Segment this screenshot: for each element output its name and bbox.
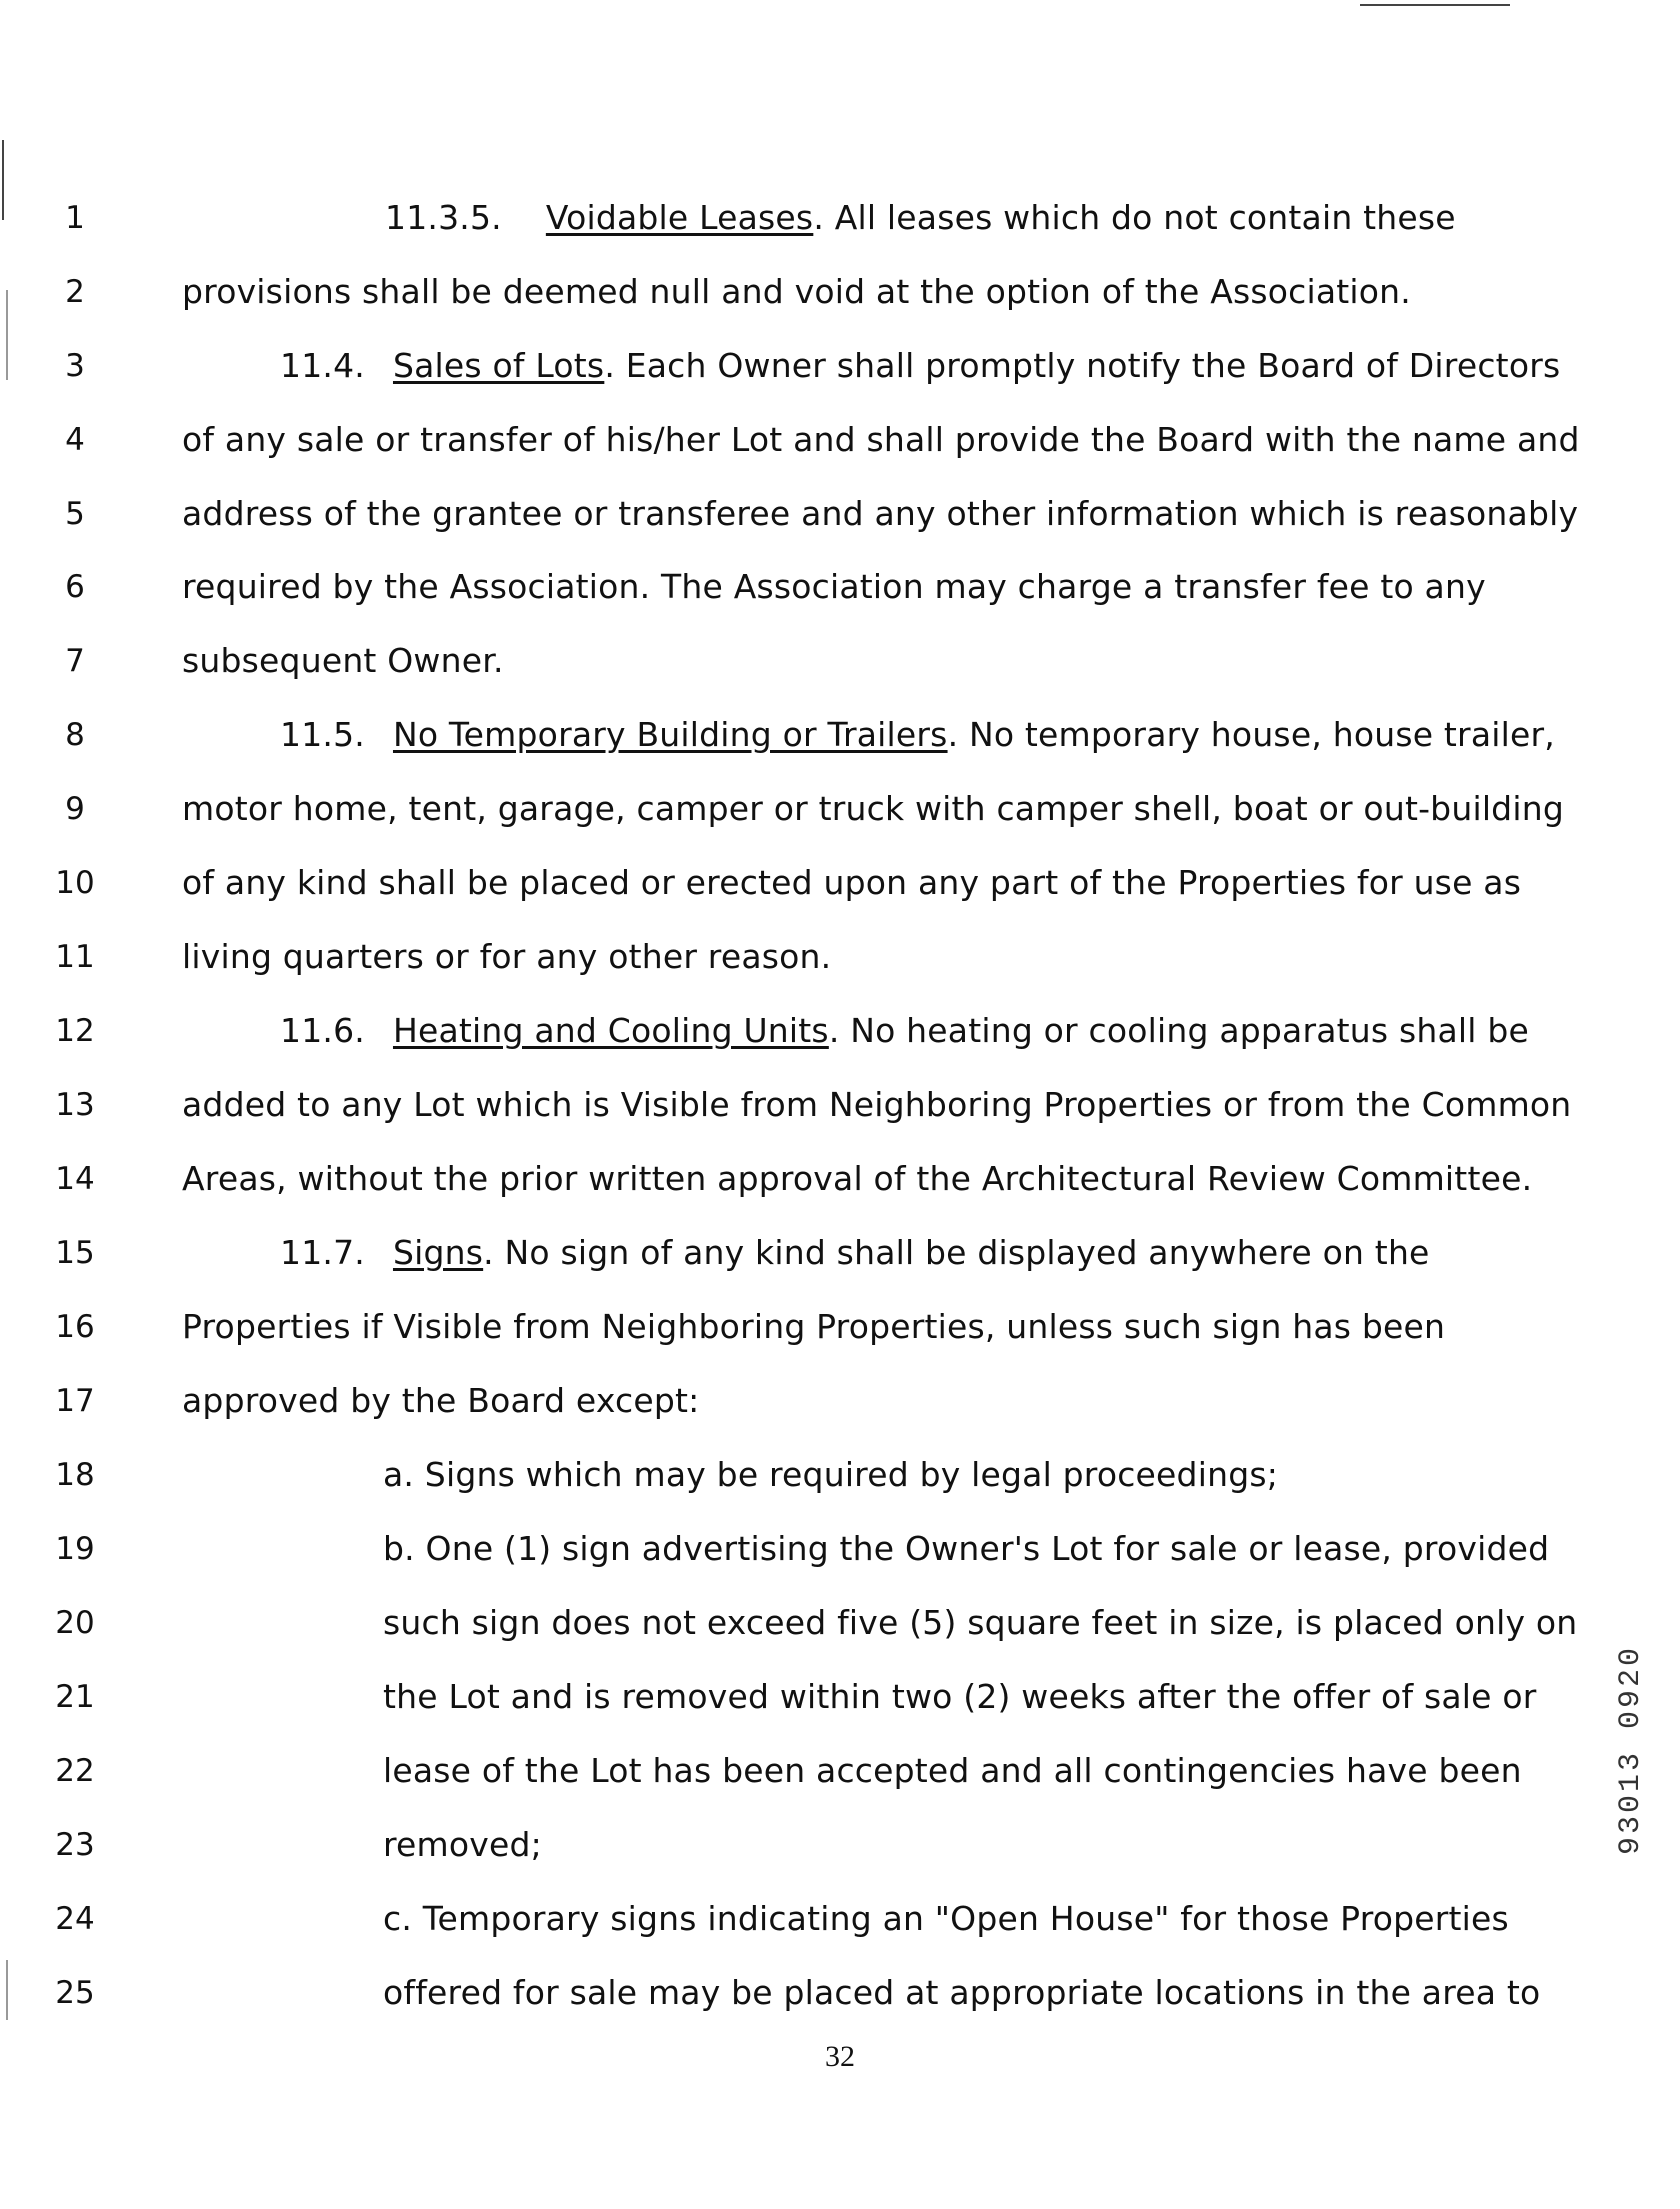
- line-text: required by the Association. The Association may charge a transfer fee to any: [182, 567, 1486, 606]
- line-text: [280, 715, 1555, 755]
- recording-stamp: [1614, 1580, 1658, 1920]
- line-text: of any sale or transfer of his/her Lot and shall provide the Board with the name and: [182, 420, 1580, 459]
- line-number: 3: [65, 348, 85, 384]
- line-number: 10: [55, 865, 95, 901]
- line-text: [280, 346, 1560, 386]
- line-number: 23: [55, 1827, 95, 1863]
- line-text: Properties if Visible from Neighboring Properties, unless such sign has been: [182, 1307, 1446, 1346]
- section-number: 11.3.5.: [385, 198, 502, 237]
- section-heading: No Temporary Building or Trailers: [392, 715, 948, 754]
- line-number: 24: [55, 1901, 95, 1937]
- line-text: the Lot and is removed within two (2) weeks after the offer of sale or: [383, 1677, 1537, 1716]
- line-number: 25: [55, 1975, 95, 2011]
- page-number: 32: [825, 2040, 855, 2073]
- line-text: address of the grantee or transferee and any other information which is reasonably: [182, 494, 1579, 533]
- line-number: 11: [55, 939, 95, 975]
- line-number: 4: [65, 422, 85, 458]
- line-body: . No heating or cooling apparatus shall be: [828, 1011, 1530, 1050]
- recording-stamp-text: 93013 0920: [1614, 1644, 1648, 1856]
- scan-artifact-left-edge: [2, 140, 4, 220]
- line-text: living quarters or for any other reason.: [182, 937, 832, 976]
- scan-artifact-left-tick: [6, 290, 8, 380]
- section-number: 11.6.: [280, 1011, 365, 1050]
- section-number: 11.7.: [280, 1233, 365, 1272]
- line-number: 5: [65, 496, 85, 532]
- line-body: . All leases which do not contain these: [813, 198, 1456, 237]
- line-number: 16: [55, 1309, 95, 1345]
- line-number: 19: [55, 1531, 95, 1567]
- line-number: 8: [65, 717, 85, 753]
- line-body: . No sign of any kind shall be displayed anywhere on the: [483, 1233, 1430, 1272]
- line-text: [385, 198, 1495, 238]
- line-number: 15: [55, 1235, 95, 1271]
- line-text: a. Signs which may be required by legal proceedings;: [383, 1455, 1279, 1494]
- recording-stamp-graphic: [1614, 1580, 1658, 1920]
- line-number: 14: [55, 1161, 95, 1197]
- line-number: 21: [55, 1679, 95, 1715]
- line-number: 6: [65, 569, 85, 605]
- line-text: provisions shall be deemed null and void at the option of the Association.: [182, 272, 1411, 311]
- line-body: . Each Owner shall promptly notify the Board of Directors: [604, 346, 1561, 385]
- section-heading: Heating and Cooling Units: [392, 1011, 829, 1050]
- line-text: b. One (1) sign advertising the Owner's Lot for sale or lease, provided: [383, 1529, 1550, 1568]
- line-number: 9: [65, 791, 85, 827]
- line-text: [280, 1233, 1430, 1273]
- section-heading: Signs: [392, 1233, 484, 1272]
- line-number: 7: [65, 643, 85, 679]
- section-heading: Sales of Lots: [392, 346, 605, 385]
- line-text: motor home, tent, garage, camper or truck with camper shell, boat or out-building: [182, 789, 1564, 828]
- line-number: 20: [55, 1605, 95, 1641]
- section-number: 11.5.: [280, 715, 365, 754]
- scan-artifact-left-tick-bottom: [6, 1960, 8, 2020]
- line-text: subsequent Owner.: [182, 641, 504, 680]
- line-text: added to any Lot which is Visible from Neighboring Properties or from the Common: [182, 1085, 1572, 1124]
- scan-artifact-top-rule: [1360, 4, 1510, 6]
- line-number: 17: [55, 1383, 95, 1419]
- line-text: approved by the Board except:: [182, 1381, 700, 1420]
- line-text: of any kind shall be placed or erected upon any part of the Properties for use as: [182, 863, 1522, 902]
- line-text: removed;: [383, 1825, 542, 1864]
- line-number: 22: [55, 1753, 95, 1789]
- line-text: [280, 1011, 1529, 1051]
- line-body: . No temporary house, house trailer,: [947, 715, 1555, 754]
- line-text: offered for sale may be placed at appropriate locations in the area to: [383, 1973, 1541, 2012]
- line-number: 12: [55, 1013, 95, 1049]
- line-number: 1: [65, 200, 85, 236]
- line-text: lease of the Lot has been accepted and all contingencies have been: [383, 1751, 1522, 1790]
- line-text: Areas, without the prior written approval of the Architectural Review Committee.: [182, 1159, 1533, 1198]
- section-heading: Voidable Leases: [545, 198, 814, 237]
- line-number: 2: [65, 274, 85, 310]
- line-number: 18: [55, 1457, 95, 1493]
- line-text: c. Temporary signs indicating an "Open House" for those Properties: [383, 1899, 1509, 1938]
- section-number: 11.4.: [280, 346, 365, 385]
- line-number: 13: [55, 1087, 95, 1123]
- line-text: such sign does not exceed five (5) square feet in size, is placed only on: [383, 1603, 1578, 1642]
